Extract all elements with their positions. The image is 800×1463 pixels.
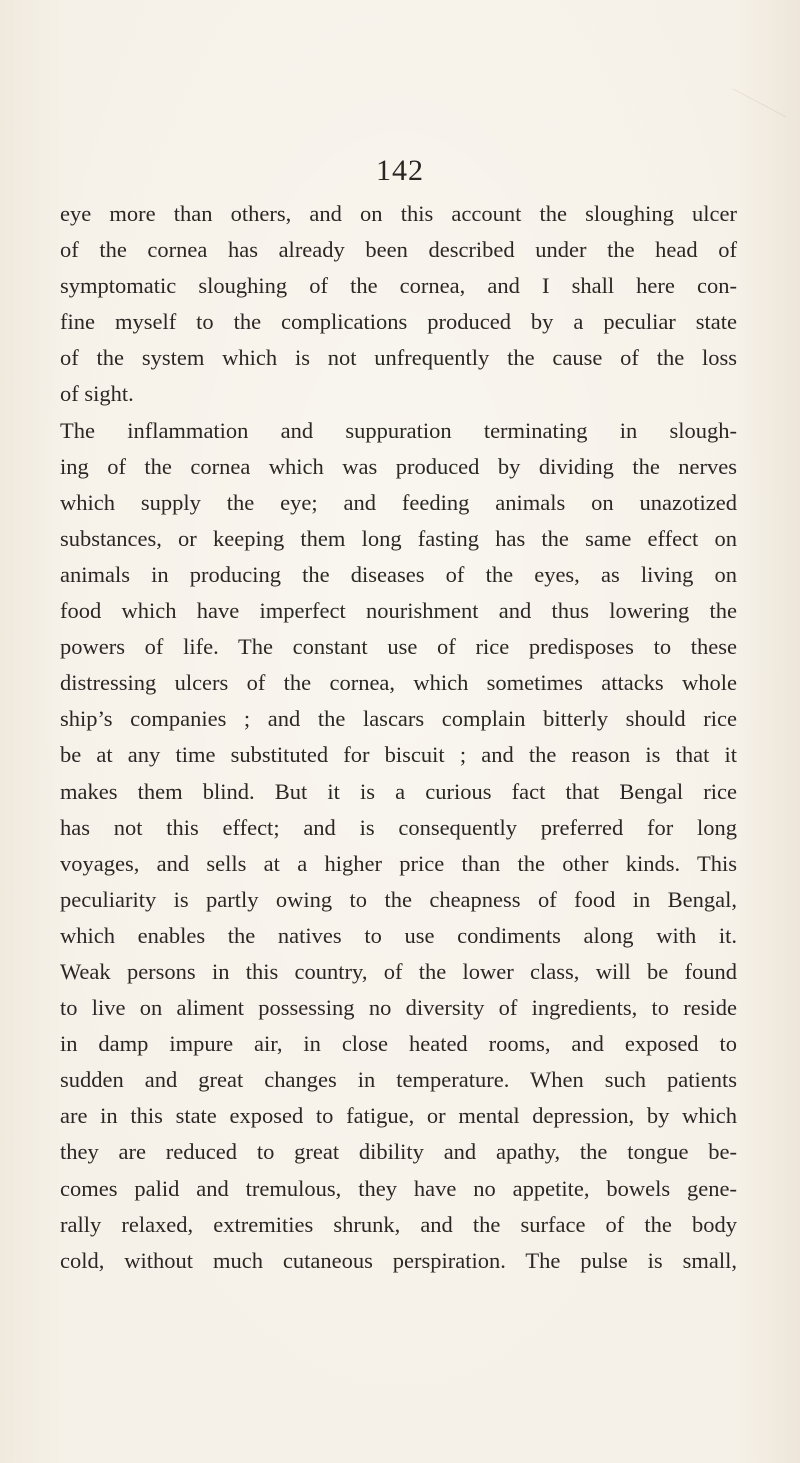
text-line: has not this effect; and is consequently preferred for long [60,814,737,840]
text-line: they are reduced to great dibility and apathy, the tongue be- [60,1139,737,1165]
text-line: of sight. [60,381,134,407]
body-text [60,196,737,1279]
text-line: voyages, and sells at a higher price than the other kinds. This [60,850,737,876]
text-line: Weak persons in this country, of the lower class, will be found [60,958,737,984]
text-line: comes palid and tremulous, they have no appetite, bowels gene- [60,1175,737,1201]
text-line: makes them blind. But it is a curious fact that Bengal rice [60,778,737,804]
text-line: cold, without much cutaneous perspiration. The pulse is small, [60,1247,737,1273]
text-line: powers of life. The constant use of rice predisposes to these [60,634,737,660]
text-line: which enables the natives to use condiments along with it. [60,922,737,948]
text-line: rally relaxed, extremities shrunk, and the surface of the body [60,1211,737,1237]
page-number: 142 [376,154,424,187]
text-line: in damp impure air, in close heated rooms, and exposed to [60,1031,737,1057]
text-line: symptomatic sloughing of the cornea, and I shall here con- [60,273,737,299]
text-line: substances, or keeping them long fasting has the same effect on [60,525,737,551]
text-line: sudden and great changes in temperature. When such patients [60,1067,737,1093]
text-line: ing of the cornea which was produced by dividing the nerves [60,453,737,479]
text-line: fine myself to the complications produced by a peculiar state [60,309,737,335]
text-line: be at any time substituted for biscuit ; and the reason is that it [60,742,737,768]
text-line: eye more than others, and on this account the sloughing ulcer [60,201,737,226]
text-line: to live on aliment possessing no diversity of ingredients, to reside [60,995,737,1021]
text-line: of the cornea has already been described under the head of [60,237,737,263]
text-line: which supply the eye; and feeding animals on unazotized [60,489,737,515]
text-line: The inflammation and suppuration terminating in slough- [60,417,737,443]
text-line: are in this state exposed to fatigue, or mental depression, by which [60,1103,737,1129]
text-line: peculiarity is partly owing to the cheapness of food in Bengal, [60,886,737,912]
text-line: distressing ulcers of the cornea, which sometimes attacks whole [60,670,737,696]
text-line: ship’s companies ; and the lascars complain bitterly should rice [60,706,737,732]
paper-crease [714,88,786,152]
text-line: animals in producing the diseases of the eyes, as living on [60,561,737,587]
text-line: food which have imperfect nourishment and thus lowering the [60,598,737,624]
text-line: of the system which is not unfrequently the cause of the loss [60,345,737,371]
